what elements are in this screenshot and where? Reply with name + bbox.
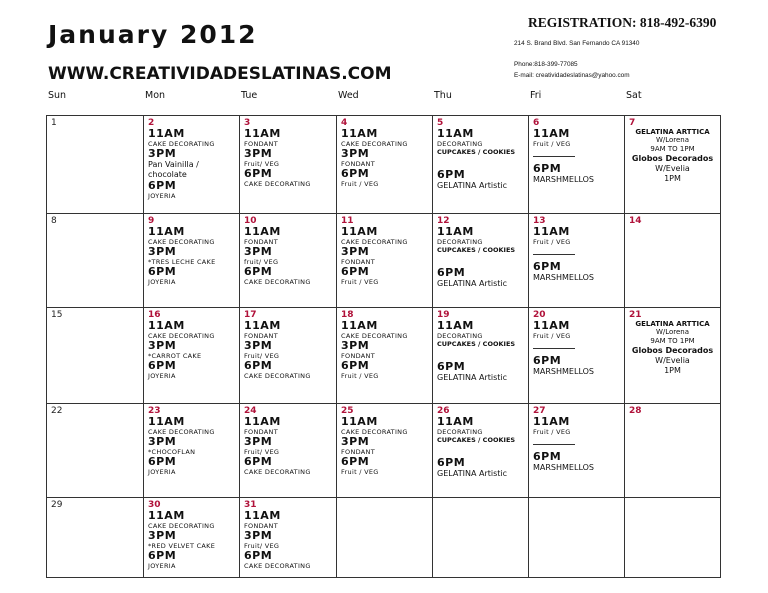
day-header-fri: Fri (530, 90, 542, 101)
class-name: JOYERIA (148, 562, 176, 570)
class-time: 6PM (148, 179, 177, 192)
day-header-tue: Tue (241, 90, 258, 101)
class-time: 3PM (341, 435, 370, 448)
day-cell (144, 498, 240, 578)
class-time: 11AM (533, 225, 570, 238)
class-time: 11AM (244, 225, 281, 238)
day-cell (240, 498, 337, 578)
class-time: 6PM (341, 167, 370, 180)
day-cell (337, 404, 433, 498)
day-number: 3 (244, 118, 251, 128)
class-name: DECORATING (437, 332, 483, 340)
class-time: 3PM (244, 435, 273, 448)
class-time: 3PM (148, 339, 177, 352)
class-name: MARSHMELLOS (533, 273, 594, 282)
class-time: 11AM (533, 415, 570, 428)
class-name: CAKE DECORATING (341, 140, 408, 148)
class-time: 6PM (148, 359, 177, 372)
day-cell (47, 214, 144, 308)
class-time: 6PM (148, 549, 177, 562)
class-name: FONDANT (341, 352, 375, 360)
class-time: 6PM (533, 162, 562, 175)
day-cell (240, 116, 337, 214)
day-header-thu: Thu (434, 90, 452, 101)
class-name: JOYERIA (148, 278, 176, 286)
class-time: 6PM (341, 455, 370, 468)
day-header-sun: Sun (48, 90, 67, 101)
day-header-sat: Sat (626, 90, 642, 101)
day-cell (337, 214, 433, 308)
day-number: 18 (341, 310, 354, 320)
day-cell (433, 498, 529, 578)
day-number: 27 (533, 406, 546, 416)
day-cell (529, 116, 625, 214)
instructor: W/Lorena (655, 328, 690, 336)
class-name: CAKE DECORATING (148, 140, 215, 148)
day-cell (625, 404, 721, 498)
day-cell (240, 308, 337, 404)
class-name: CAKE DECORATING (341, 238, 408, 246)
class-name: JOYERIA (148, 192, 176, 200)
day-cell (240, 404, 337, 498)
email[interactable]: E-mail: creatividadeslatinas@yahoo.com (514, 72, 630, 79)
day-number: 1 (51, 118, 57, 128)
class-hours: 9AM TO 1PM (650, 337, 695, 345)
class-name: CUPCAKES / COOKIES (437, 340, 516, 348)
day-cell (144, 214, 240, 308)
class-name: Fruit / VEG (533, 238, 571, 246)
class-name: JOYERIA (148, 468, 176, 476)
class-time: 11AM (533, 127, 570, 140)
class-name: Fruit/ VEG (244, 448, 280, 456)
class-time: 3PM (341, 147, 370, 160)
class-time: 11AM (244, 509, 281, 522)
day-cell (625, 116, 721, 214)
class-name: GELATINA Artistic (437, 181, 508, 190)
day-cell (625, 498, 721, 578)
class-time: 11AM (341, 127, 378, 140)
day-cell (529, 498, 625, 578)
class-name: GELATINA Artistic (437, 373, 508, 382)
instructor: W/Evelia (655, 164, 690, 173)
instructor: W/Lorena (655, 136, 690, 144)
class-name: CAKE DECORATING (244, 562, 311, 570)
day-number: 20 (533, 310, 546, 320)
class-name: FONDANT (244, 140, 278, 148)
registration-phone: REGISTRATION: 818-492-6390 (528, 15, 717, 30)
day-number: 21 (629, 310, 642, 320)
day-number: 29 (51, 500, 63, 510)
class-time: 6PM (341, 359, 370, 372)
class-time: 11AM (437, 319, 474, 332)
day-number: 26 (437, 406, 450, 416)
blank-line (533, 148, 575, 157)
class-title: Globos Decorados (631, 154, 714, 163)
class-time: 11AM (341, 319, 378, 332)
class-time: 3PM (148, 245, 177, 258)
phone: Phone:818-399-77085 (514, 61, 578, 68)
class-name: JOYERIA (148, 372, 176, 380)
class-time: 6PM (533, 260, 562, 273)
class-time: 6PM (437, 266, 466, 279)
class-name: *TRES LECHE CAKE (148, 258, 216, 266)
class-time: 11AM (437, 225, 474, 238)
class-time: 11AM (341, 225, 378, 238)
class-name: FONDANT (244, 428, 278, 436)
class-name: MARSHMELLOS (533, 463, 594, 472)
class-time: 11AM (148, 415, 185, 428)
blank-line (533, 436, 575, 445)
address: 214 S. Brand Blvd. San Fernando CA 91340 (514, 40, 640, 47)
day-cell (625, 308, 721, 404)
day-number: 6 (533, 118, 540, 128)
class-name: CUPCAKES / COOKIES (437, 148, 516, 156)
class-name: *CHOCOFLAN (148, 448, 196, 456)
class-name: Fruit / VEG (533, 140, 571, 148)
class-name: Fruit/ VEG (244, 160, 280, 168)
class-time: 6PM (244, 549, 273, 562)
day-cell (47, 116, 144, 214)
class-name: CAKE DECORATING (148, 332, 215, 340)
class-time: 3PM (148, 529, 177, 542)
calendar-grid (46, 115, 721, 578)
day-number: 8 (51, 216, 57, 226)
blank-line (533, 246, 575, 255)
class-time: 3PM (244, 529, 273, 542)
instructor: W/Evelia (655, 356, 690, 365)
class-name: Fruit / VEG (341, 180, 379, 188)
day-cell (47, 404, 144, 498)
class-name: CAKE DECORATING (148, 428, 215, 436)
class-time: 11AM (244, 415, 281, 428)
month-title: January 2012 (48, 20, 258, 49)
class-time: 6PM (244, 359, 273, 372)
class-name: CAKE DECORATING (148, 522, 215, 530)
day-cell (529, 308, 625, 404)
day-number: 24 (244, 406, 257, 416)
class-time: 3PM (244, 339, 273, 352)
day-number: 9 (148, 216, 155, 226)
class-time: 6PM (244, 167, 273, 180)
class-time: 11AM (437, 415, 474, 428)
day-cell (337, 498, 433, 578)
class-name: Fruit / VEG (533, 428, 571, 436)
day-headers (48, 90, 720, 106)
class-time: 11AM (244, 127, 281, 140)
day-cell (433, 308, 529, 404)
class-name: CAKE DECORATING (244, 372, 311, 380)
day-number: 25 (341, 406, 354, 416)
class-time: 11AM (341, 415, 378, 428)
class-time: 6PM (533, 354, 562, 367)
website-link[interactable]: WWW.CREATIVIDADESLATINAS.COM (48, 64, 392, 84)
class-time: 11AM (148, 225, 185, 238)
class-name: CUPCAKES / COOKIES (437, 436, 516, 444)
class-time: 6PM (437, 456, 466, 469)
day-number: 10 (244, 216, 257, 226)
day-number: 7 (629, 118, 636, 128)
class-title: Globos Decorados (631, 346, 714, 355)
day-cell (144, 404, 240, 498)
day-number: 22 (51, 406, 63, 416)
class-name: CAKE DECORATING (244, 278, 311, 286)
class-name: Pan Vainilla / chocolate (148, 160, 199, 179)
day-cell (144, 308, 240, 404)
day-number: 28 (629, 406, 642, 416)
class-name: *CARROT CAKE (148, 352, 202, 360)
class-name: CAKE DECORATING (148, 238, 215, 246)
class-time: 6PM (148, 265, 177, 278)
class-time: 6PM (341, 265, 370, 278)
class-name: MARSHMELLOS (533, 175, 594, 184)
class-time: 11AM (437, 127, 474, 140)
class-name: MARSHMELLOS (533, 367, 594, 376)
class-name: DECORATING (437, 428, 483, 436)
day-cell (529, 214, 625, 308)
class-name: Fruit / VEG (341, 372, 379, 380)
class-time: 3PM (244, 245, 273, 258)
class-name: GELATINA Artistic (437, 469, 508, 478)
class-hours: 1PM (664, 366, 681, 375)
class-time: 3PM (148, 435, 177, 448)
class-time: 3PM (341, 339, 370, 352)
class-name: Fruit/ VEG (244, 352, 280, 360)
class-time: 6PM (244, 265, 273, 278)
class-title: GELATINA ARTTICA (635, 128, 710, 136)
day-header-wed: Wed (338, 90, 359, 101)
day-number: 31 (244, 500, 257, 510)
day-cell (144, 116, 240, 214)
day-number: 14 (629, 216, 642, 226)
day-number: 4 (341, 118, 348, 128)
day-cell (47, 498, 144, 578)
class-time: 6PM (437, 168, 466, 181)
day-cell (433, 404, 529, 498)
class-time: 6PM (148, 455, 177, 468)
day-number: 17 (244, 310, 257, 320)
blank-line (533, 340, 575, 349)
day-cell (625, 214, 721, 308)
class-name: FONDANT (341, 448, 375, 456)
day-number: 23 (148, 406, 161, 416)
day-cell (337, 308, 433, 404)
class-name: GELATINA Artistic (437, 279, 508, 288)
day-number: 15 (51, 310, 63, 320)
class-name: CAKE DECORATING (341, 332, 408, 340)
class-hours: 9AM TO 1PM (650, 145, 695, 153)
day-cell (433, 116, 529, 214)
class-title: GELATINA ARTTICA (635, 320, 710, 328)
day-number: 2 (148, 118, 155, 128)
day-cell (337, 116, 433, 214)
class-time: 11AM (148, 509, 185, 522)
class-name: Fruit / VEG (533, 332, 571, 340)
class-name: Fruit / VEG (341, 278, 379, 286)
class-name: *RED VELVET CAKE (148, 542, 216, 550)
class-name: CUPCAKES / COOKIES (437, 246, 516, 254)
class-name: CAKE DECORATING (341, 428, 408, 436)
class-name: DECORATING (437, 238, 483, 246)
class-name: FONDANT (244, 238, 278, 246)
class-name: FONDANT (244, 522, 278, 530)
day-header-mon: Mon (145, 90, 166, 101)
class-time: 3PM (148, 147, 177, 160)
class-name: CAKE DECORATING (244, 468, 311, 476)
day-number: 13 (533, 216, 546, 226)
day-number: 12 (437, 216, 450, 226)
class-time: 11AM (533, 319, 570, 332)
class-name: FONDANT (341, 160, 375, 168)
class-time: 11AM (148, 319, 185, 332)
class-name: CAKE DECORATING (244, 180, 311, 188)
class-name: FONDANT (341, 258, 375, 266)
class-name: FONDANT (244, 332, 278, 340)
day-number: 5 (437, 118, 444, 128)
day-number: 30 (148, 500, 161, 510)
class-name: Fruit / VEG (341, 468, 379, 476)
class-name: fruit/ VEG (244, 258, 279, 266)
class-name: Fruit/ VEG (244, 542, 280, 550)
class-time: 11AM (148, 127, 185, 140)
class-time: 6PM (244, 455, 273, 468)
class-time: 6PM (437, 360, 466, 373)
class-name: DECORATING (437, 140, 483, 148)
class-hours: 1PM (664, 174, 681, 183)
day-number: 11 (341, 216, 354, 226)
class-time: 3PM (341, 245, 370, 258)
class-time: 3PM (244, 147, 273, 160)
day-cell (529, 404, 625, 498)
day-cell (47, 308, 144, 404)
day-number: 19 (437, 310, 450, 320)
day-number: 16 (148, 310, 161, 320)
day-cell (240, 214, 337, 308)
day-cell (433, 214, 529, 308)
class-time: 6PM (533, 450, 562, 463)
class-time: 11AM (244, 319, 281, 332)
